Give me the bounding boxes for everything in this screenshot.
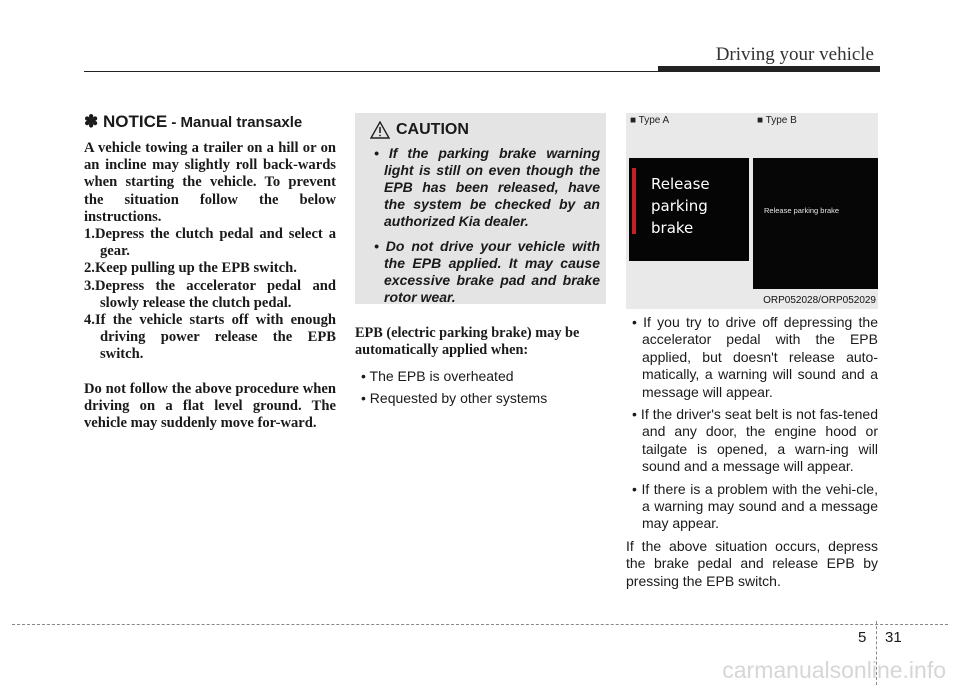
section-title: Driving your vehicle xyxy=(715,44,874,65)
watermark: carmanualsonline.info xyxy=(722,657,946,683)
type-b-message: Release parking brake xyxy=(764,206,840,215)
notice-intro: A vehicle towing a trailer on a hill or on an incline may slightly roll back-wards when starting the vehicle. To prevent the situation follow the below instructions. xyxy=(84,140,336,225)
notice-closing: Do not follow the above procedure when driving on a flat level ground. The vehicle may suddenly move for-ward. xyxy=(84,380,336,432)
notice-step: 3.Depress the accelerator pedal and slowly release the clutch pedal. xyxy=(84,277,336,311)
notice-title-main: ✽ NOTICE xyxy=(84,112,168,131)
list-item: • Requested by other systems xyxy=(361,390,548,407)
caution-heading xyxy=(370,121,600,139)
notice-step: 4.If the vehicle starts off with enough driving power release the EPB switch. xyxy=(84,312,336,363)
chapter-number: 5 xyxy=(858,629,867,646)
list-item: • If the driver's seat belt is not fas-tened and any door, the engine hood or tailgate is opened, a warn-ing will sound and a message will appear. xyxy=(632,406,878,475)
caution-box xyxy=(355,113,606,304)
type-b-display xyxy=(753,158,878,289)
type-a-display xyxy=(629,158,749,261)
warning-accent-bar xyxy=(632,168,636,234)
notice-steps xyxy=(84,226,336,364)
type-a-message-line2: parking brake xyxy=(651,197,708,237)
page-number: 31 xyxy=(885,629,902,646)
type-a-message-line1: Release xyxy=(651,175,710,193)
header-rule xyxy=(84,71,880,72)
list-item: • If there is a problem with the vehi-cle, a warning may sound and a message may appear. xyxy=(632,480,878,532)
notice-step: 2.Keep pulling up the EPB switch. xyxy=(84,260,297,277)
notice-heading xyxy=(84,112,336,132)
cluster-message-figure xyxy=(626,113,878,309)
warnings-closing: If the above situation occurs, depress the brake pedal and release EPB by pressing the EPB switch. xyxy=(626,537,878,589)
epb-auto-intro: EPB (electric parking brake) may be automatically applied when: xyxy=(355,325,580,359)
warning-triangle-icon xyxy=(370,121,390,139)
list-item: • The EPB is overheated xyxy=(361,368,514,385)
type-a-label: ■ Type A xyxy=(630,115,670,126)
figure-code: ORP052028/ORP052029 xyxy=(763,295,876,306)
notice-column xyxy=(84,112,336,432)
epb-auto-section xyxy=(355,325,606,412)
list-item: • If you try to drive off depressing the accelerator pedal with the EPB applied, but doesn't release auto-matically, a warning will sound and a message will appear. xyxy=(632,314,878,400)
warnings-section xyxy=(626,314,878,590)
footer-rule xyxy=(12,624,948,625)
type-a-message xyxy=(651,173,749,239)
type-b-label: ■ Type B xyxy=(757,115,797,126)
notice-step: 1.Depress the clutch pedal and select a gear. xyxy=(84,226,336,260)
caution-title: CAUTION xyxy=(396,121,469,138)
caution-item: • If the parking brake warning light is still on even though the EPB has been released, have the system be checked by an authorized Kia dealer. xyxy=(374,145,600,229)
caution-item: • Do not drive your vehicle with the EPB applied. It may cause excessive brake pad and brake rotor wear. xyxy=(374,238,600,305)
notice-title-sub: - Manual transaxle xyxy=(167,114,303,131)
